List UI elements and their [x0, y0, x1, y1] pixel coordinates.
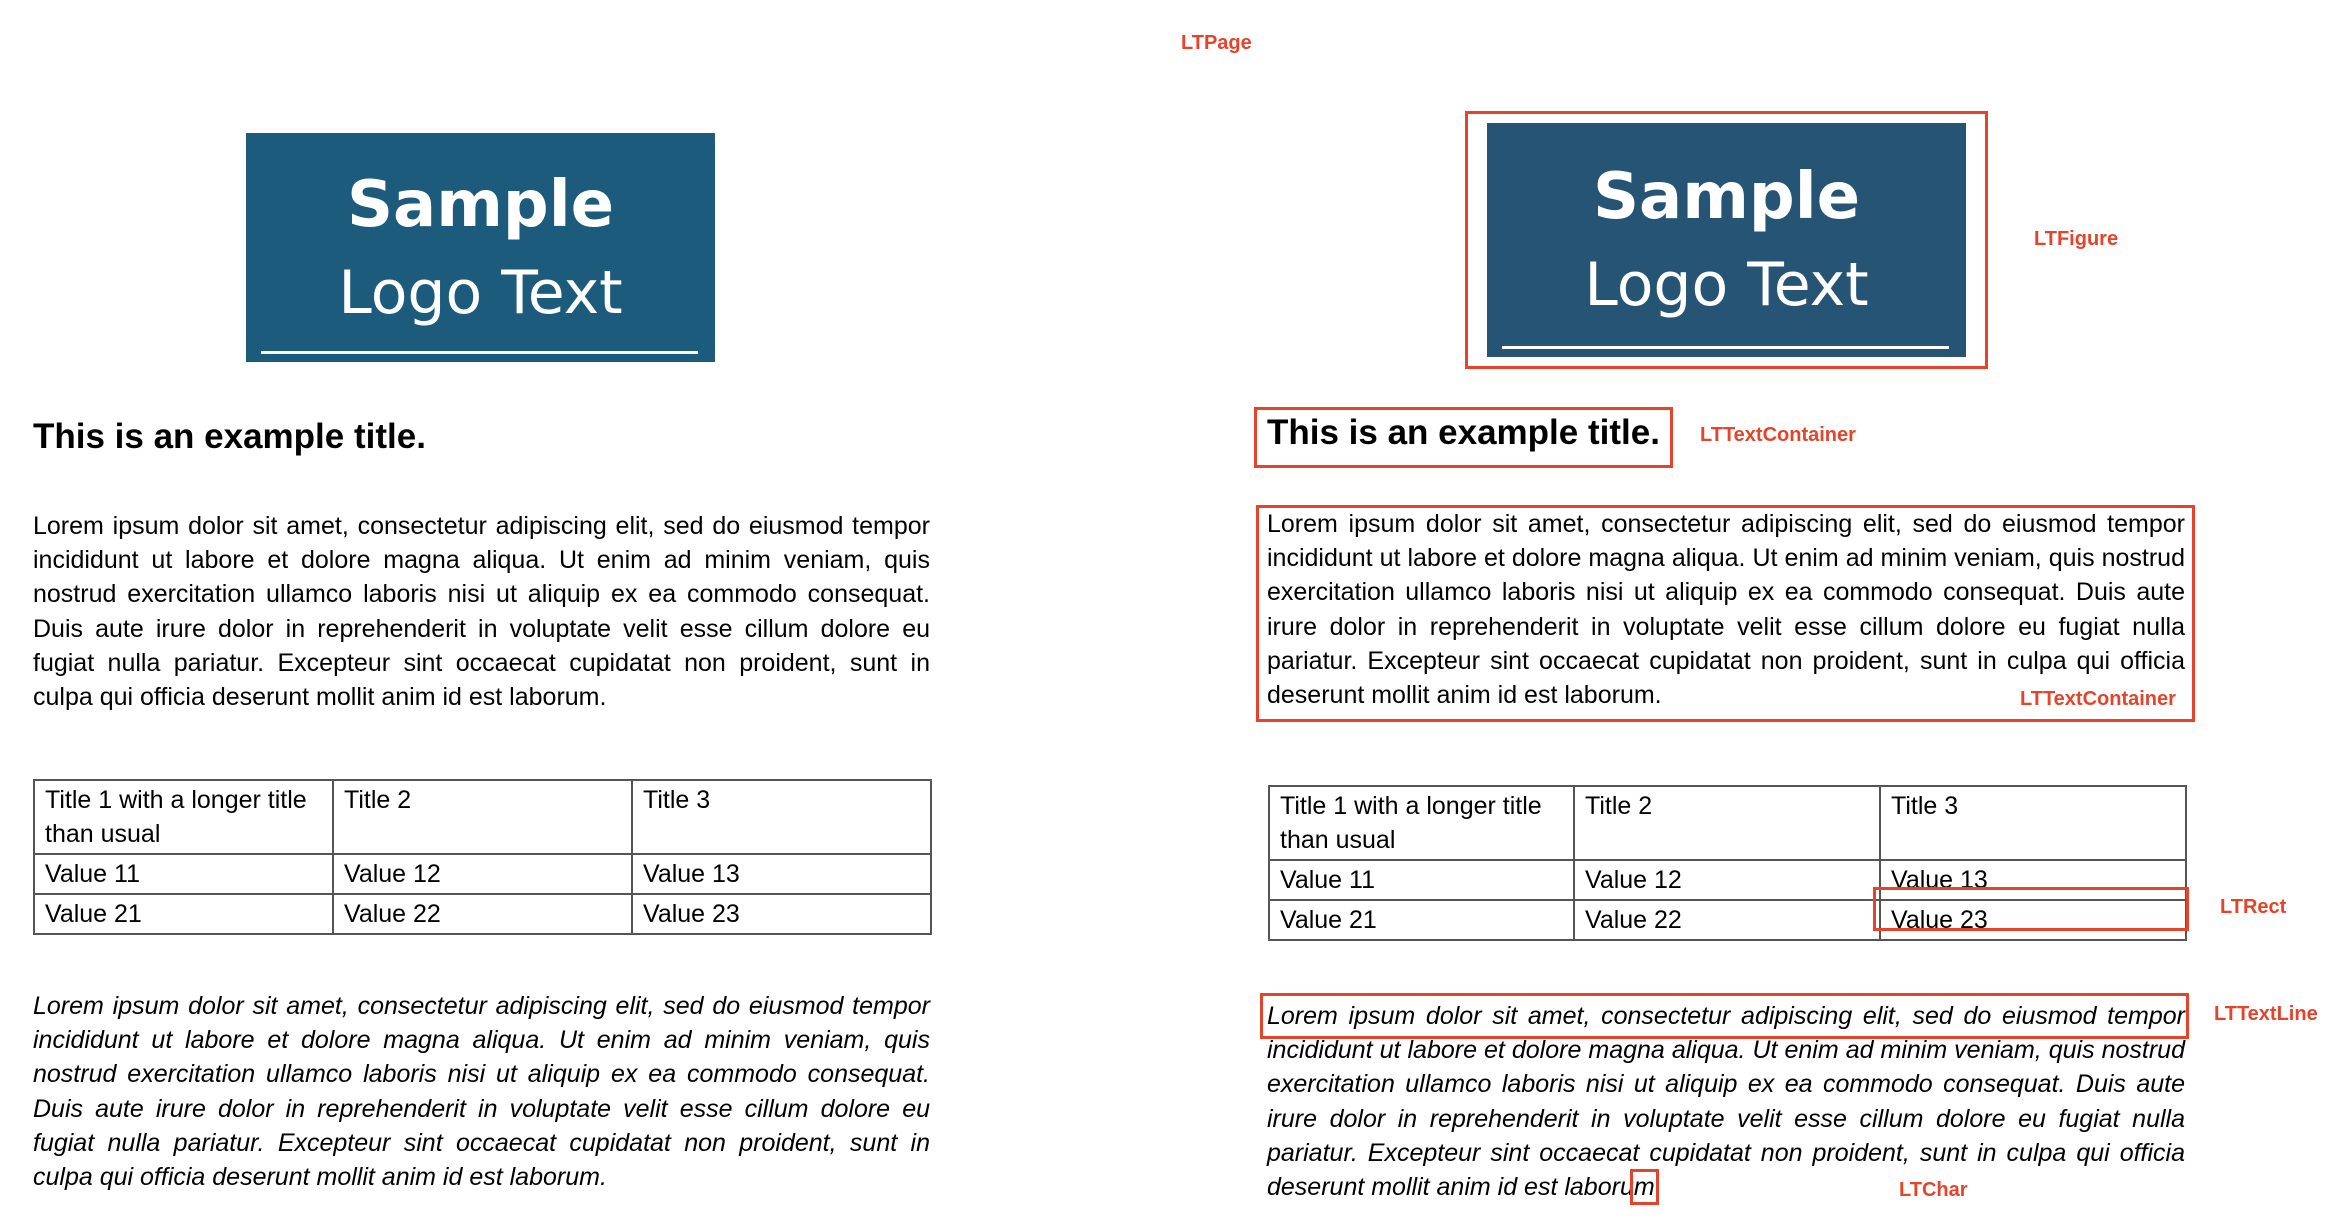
table-cell: Value 11 — [34, 854, 333, 894]
table-header-cell: Title 2 — [1574, 786, 1880, 860]
table-cell: Value 13 — [1880, 860, 2186, 900]
table-header-cell: Title 1 with a longer title than usual — [1269, 786, 1574, 860]
annotated-paragraph: Lorem ipsum dolor sit amet, consectetur adipiscing elit, sed do eiusmod tempor incididunt ut labore et dolore magna aliqua. Ut enim ad minim veniam, quis nostrud exercitation ullamco laboris nisi ut aliquip ex ea commodo consequat. Duis aute irure dolor in reprehenderit in voluptate velit esse cillum dolore eu fugiat nulla pariatur. Excepteur sint occaecat cupidatat non proident, sunt in culpa qui officia deserunt mollit anim id est laborum. — [1267, 510, 2185, 710]
label-ltchar: LTChar — [1899, 1179, 1968, 1201]
table-cell: Value 21 — [1269, 900, 1574, 940]
doc-paragraph: Lorem ipsum dolor sit amet, consectetur adipiscing elit, sed do eiusmod tempor incididunt ut labore et dolore magna aliqua. Ut enim ad minim veniam, quis nostrud exercitation ullamco laboris nisi ut aliquip ex ea commodo consequat. Duis aute irure dolor in reprehenderit in voluptate velit esse cillum dolore eu fugiat nulla pariatur. Excepteur sint occaecat cupidatat non proident, sunt in culpa qui officia deserunt mollit anim id est laborum. — [33, 512, 930, 712]
logo-annotated — [1487, 123, 1966, 357]
table-cell: Value 21 — [34, 894, 333, 934]
label-title-container: LTTextContainer — [1700, 424, 1856, 446]
logo-line-1: Sample — [346, 167, 615, 242]
table-header-cell: Title 2 — [333, 780, 632, 854]
logo-line-2: Logo Text — [1584, 250, 1869, 320]
table-cell: Value 12 — [1574, 860, 1880, 900]
doc-italic-paragraph: Lorem ipsum dolor sit amet, consectetur adipiscing elit, sed do eiusmod tempor incididunt ut labore et dolore magna aliqua. Ut enim ad minim veniam, quis nostrud exercitation ullamco laboris nisi ut aliquip ex ea commodo consequat. Duis aute irure dolor in reprehenderit in voluptate velit esse cillum dolore eu fugiat nulla pariatur. Excepteur sint occaecat cupidatat non proident, sunt in culpa qui officia deserunt mollit anim id est laborum. — [33, 992, 930, 1192]
italic-last-char-highlighted: m — [1633, 1173, 1655, 1202]
italic-first-line: Lorem ipsum dolor sit amet, consectetur adipiscing elit, sed do eiusmod tempor — [33, 992, 930, 1020]
logo-line-2: Logo Text — [338, 257, 623, 328]
logo-line-1: Sample — [1592, 160, 1861, 234]
logo-underline — [261, 351, 698, 354]
label-ltfigure: LTFigure — [2034, 228, 2119, 250]
table-cell: Value 22 — [333, 894, 632, 934]
label-lttextline: LTTextLine — [2214, 1003, 2318, 1025]
italic-rest: incididunt ut labore et dolore magna aliqua. Ut enim ad minim veniam, quis nostrud exercitation ullamco laboris nisi ut aliquip ex ea commodo consequat. Duis aute irure dolor in reprehenderit in voluptate velit esse cillum dolore eu fugiat nulla pariatur. Excepteur sint occaecat cupidatat non proident, sunt in culpa qui officia deserunt mollit anim id est laboru — [33, 1026, 930, 1192]
table-cell: Value 23 — [632, 894, 931, 934]
italic-rest: incididunt ut labore et dolore magna aliqua. Ut enim ad minim veniam, quis nostrud exercitation ullamco laboris nisi ut aliquip ex ea commodo consequat. Duis aute irure dolor in reprehenderit in voluptate velit esse cillum dolore eu fugiat nulla pariatur. Excepteur sint occaecat cupidatat non proident, sunt in culpa qui officia deserunt mollit anim id est laboru — [1267, 1036, 2185, 1202]
table-cell: Value 23 — [1880, 900, 2186, 940]
table-cell: Value 12 — [333, 854, 632, 894]
table-header-row — [34, 780, 931, 854]
table-cell: Value 11 — [1269, 860, 1574, 900]
italic-last-char: m — [579, 1163, 600, 1192]
table-row — [34, 854, 931, 894]
label-ltrect: LTRect — [2220, 896, 2287, 918]
logo-underline — [1502, 346, 1949, 349]
table-header-row — [1269, 786, 2186, 860]
annotated-italic-paragraph — [1267, 999, 2185, 1204]
doc-table — [33, 779, 932, 935]
table-cell: Value 13 — [632, 854, 931, 894]
logo — [246, 133, 715, 362]
table-header-cell: Title 3 — [632, 780, 931, 854]
italic-first-line: Lorem ipsum dolor sit amet, consectetur adipiscing elit, sed do eiusmod tempor — [1267, 1002, 2185, 1030]
label-paragraph-container: LTTextContainer — [2020, 688, 2176, 710]
doc-title: This is an example title. — [33, 417, 426, 456]
table-header-cell: Title 3 — [1880, 786, 2186, 860]
table-cell: Value 22 — [1574, 900, 1880, 940]
table-header-cell: Title 1 with a longer title than usual — [34, 780, 333, 854]
ltrect-box — [1873, 887, 2189, 931]
annotated-title: This is an example title. — [1267, 413, 1660, 452]
table-row — [34, 894, 931, 934]
label-ltpage: LTPage — [1181, 32, 1252, 54]
